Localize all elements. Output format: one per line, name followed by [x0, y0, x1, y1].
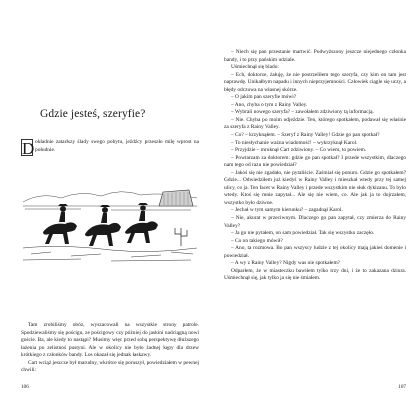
paragraph: – Co? – krzyknąłem. – Szeryf z Rainy Valley! Gdzie go pan spotkał?: [231, 132, 380, 139]
paragraph: – Nie. Chyba po moim odjeździe. Ten, którego spotkałem, podawał się właśnie za szeryfa z Rainy Valley.: [224, 116, 406, 131]
paragraph: – Przyjdzie – mruknął Cart zdziwiony. – Co wiem, to powiem.: [231, 147, 367, 154]
paragraph: – Ano, chyba o tym z Rainy Valley.: [231, 101, 308, 108]
paragraph: – Co on takiego mówił?: [231, 237, 283, 244]
right-page: [210, 0, 420, 420]
paragraph: – Nie, akurat w przeciwnym. Dlaczego go pan zapytał, czy zmierza do Rainy Valley?: [224, 215, 406, 229]
paragraph: – A wy z Rainy Valley? Nigdy was nie spotkałem?: [231, 260, 341, 267]
riders-on-horseback-sketch-icon: [21, 162, 199, 264]
page-number-right: 107: [398, 384, 406, 390]
paragraph: – Powtarzam za doktorem: gdzie go pan spotkał? I przede wszystkim, dlaczego nam tego od razu nie powiedział?: [224, 154, 406, 169]
chapter-title: Gdzie jesteś, szeryfie?: [40, 108, 146, 120]
left-body-text: [21, 322, 199, 375]
paragraph: Cart wciąż jeszcze był marudny, wkrótce się poruszył, powiedziałem w pewnej chwili:: [21, 359, 199, 374]
opening-paragraph: [21, 139, 199, 156]
opening-text: okładnie zatarłszy ślady swego pobytu, jeźdźcy przeszło milę wprost na południe.: [35, 139, 199, 153]
paragraph: – Jakoś się nie zgadało, nie pytaliście. Zaśmiał się ponuro. Gdzie go spotkałem? Gdzie... Odwiedziłem już kiedyś w Rainy Valley i mieszkał wtedy przy tej samej ulicy, co ja. Ten facet w Rainy Valley i przede wszystkim nie słuk dykizanu. To bylo wtedy. Ktoś się mnie zapytał... Ale się nie wiem, co. Ale jak ja to dojrzałem, wszystko było dziwne.: [224, 169, 406, 206]
paragraph: – O jakim pan szeryfie mówi?: [231, 94, 297, 101]
drop-cap: D: [22, 139, 35, 158]
paragraph: – Ano, ta rozmowa. Bo pan wszyscy ludzie z tej okolicy mają jakieś domenie i powiedział.: [224, 245, 406, 259]
paragraph: – Ech, doktorze, żałuję, że nie postrzeliłem tego szeryfa, czy kim on tam jest naprawdę. Unikałbym napadu i innych nieprzyjemności. Człowiek ciągle się uczy, a błędy odczuwa na własnej skórze.: [224, 71, 406, 93]
paragraph: Odparłem, że w miasteczku bawiłem tylko trzy dni, i że to zakazana dziura. Uśmiechnął się, jak tylko ja się nie śmiałem.: [224, 267, 406, 282]
right-body-text: [224, 49, 406, 283]
paragraph: – Wybrali nowego szeryfa? – zawołałem zdziwiony tą informacją.: [231, 109, 374, 116]
paragraph: – Ja go nie pytałem, on sam powiedział. Tak się wszystko zaczęło.: [231, 230, 375, 237]
paragraph: – Niech się pan przestanie martwić. Podwyższony jeszcze niejednego członka bandy, i to przy pańskim udziale.: [224, 49, 406, 63]
paragraph: Uśmiechnął się blado:: [231, 64, 279, 71]
paragraph: – Jechał w tym samym kierunku? – zagadnął Karol.: [231, 207, 343, 214]
paragraph: – To niesłychanie ważna wiadomość! – wykrzyknął Karol.: [231, 139, 358, 146]
paragraph: Tam zrobiliśmy obóz, wyszacowali na wszystkie strony patrole. Spodziewaliśmy się pościgu, ze pościgowy czy później do jaskini nadciągną nowi goście. Ba, ale kiedy to nastąpi? Musimy więc przed sobą perspektywę dłuższego łażenia po zelistnoś pustyni. Ale w okolicy nie było żadnej kępy dla drzew krótkiego z członków bandy. Los okazał się jednak łaskawy.: [21, 322, 199, 359]
page-number-left: 106: [21, 384, 29, 390]
